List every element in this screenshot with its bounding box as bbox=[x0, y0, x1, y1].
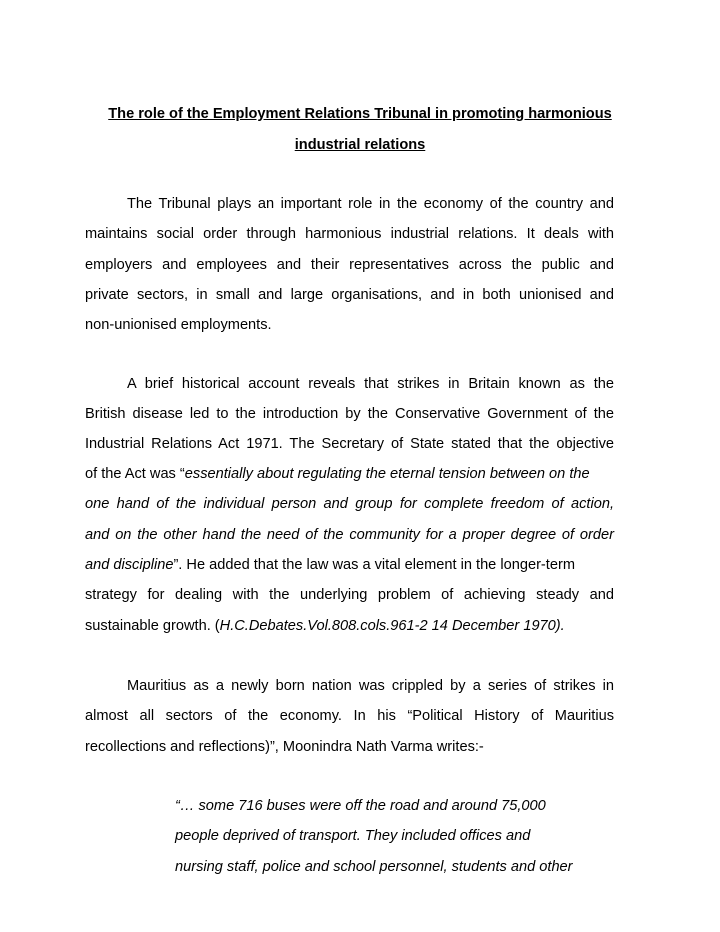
text-span: sustainable growth. ( bbox=[85, 618, 220, 634]
paragraph-line: British disease led to the introduction by the Conservative Government of the bbox=[85, 406, 614, 422]
citation-italic: H.C.Debates.Vol.808.cols.961-2 14 December 1970). bbox=[219, 618, 565, 634]
quote-text-italic: and discipline bbox=[85, 557, 174, 573]
paragraph-line bbox=[85, 555, 614, 575]
quote-line: people deprived of transport. They included offices and bbox=[175, 828, 531, 844]
quote-text-italic: essentially about regulating the eternal tension between on the bbox=[184, 466, 590, 482]
paragraph-line: strategy for dealing with the underlying problem of achieving steady and bbox=[85, 587, 614, 603]
paragraph-line: Industrial Relations Act 1971. The Secretary of State stated that the objective bbox=[85, 436, 614, 452]
paragraph-line bbox=[85, 464, 614, 484]
paragraph-line: non-unionised employments. bbox=[85, 317, 272, 333]
paragraph-line: A brief historical account reveals that strikes in Britain known as the bbox=[127, 376, 614, 392]
paragraph-line: Mauritius as a newly born nation was crippled by a series of strikes in bbox=[127, 678, 614, 694]
paragraph-line: private sectors, in small and large organisations, and in both unionised and bbox=[85, 287, 614, 303]
paragraph-line: The Tribunal plays an important role in the economy of the country and bbox=[127, 196, 614, 212]
quote-line: nursing staff, police and school personnel, students and other bbox=[175, 859, 573, 875]
text-span: of the Act was “ bbox=[85, 466, 185, 482]
paragraph-line bbox=[85, 616, 614, 636]
document-title-line-1: The role of the Employment Relations Tribunal in promoting harmonious bbox=[108, 106, 612, 122]
paragraph-line: employers and employees and their representatives across the public and bbox=[85, 257, 614, 273]
text-span: ”. He added that the law was a vital element in the longer-term bbox=[173, 557, 575, 573]
paragraph-line: one hand of the individual person and group for complete freedom of action, bbox=[85, 496, 614, 512]
paragraph-line: almost all sectors of the economy. In his “Political History of Mauritius bbox=[85, 708, 614, 724]
quote-line: “… some 716 buses were off the road and around 75,000 bbox=[175, 798, 546, 814]
paragraph-line: and on the other hand the need of the community for a proper degree of order bbox=[85, 527, 614, 543]
paragraph-line: maintains social order through harmonious industrial relations. It deals with bbox=[85, 226, 614, 242]
document-title-line-2: industrial relations bbox=[294, 137, 426, 153]
paragraph-line: recollections and reflections)”, Moonindra Nath Varma writes:- bbox=[85, 739, 484, 755]
